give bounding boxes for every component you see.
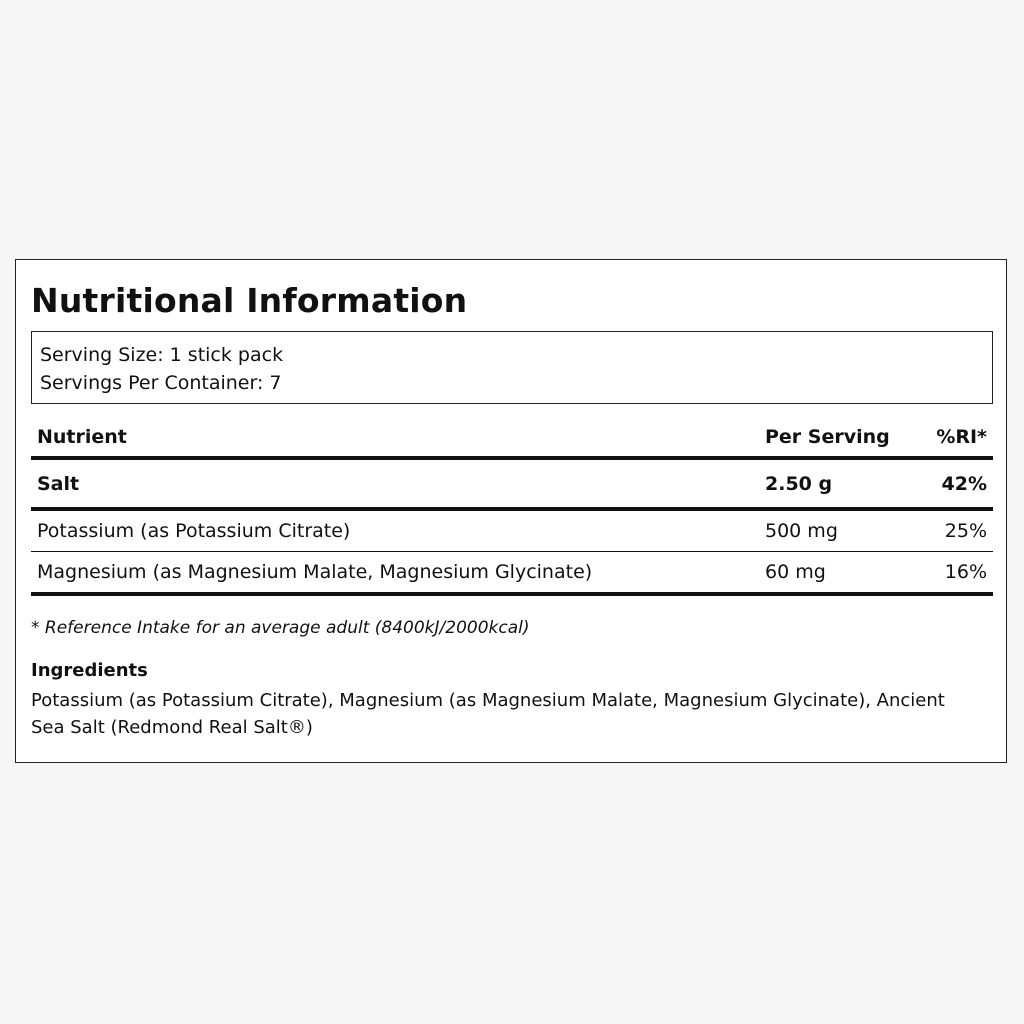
header-per-serving: Per Serving [759, 418, 911, 458]
nutrient-ri: 42% [911, 458, 993, 509]
serving-size: Serving Size: 1 stick pack [40, 344, 284, 366]
reference-intake-footnote: * Reference Intake for an average adult (8400kJ/2000kcal) [31, 618, 530, 638]
nutrient-name: Potassium (as Potassium Citrate) [31, 509, 759, 552]
nutrient-per-serving: 2.50 g [759, 458, 911, 509]
header-nutrient: Nutrient [31, 418, 759, 458]
nutrition-table [31, 418, 993, 596]
nutrient-per-serving: 60 mg [759, 552, 911, 595]
table-header-row [31, 418, 993, 458]
table-row [31, 552, 993, 595]
table-row [31, 458, 993, 509]
nutrient-per-serving: 500 mg [759, 509, 911, 552]
ingredients-list: Potassium (as Potassium Citrate), Magnesium (as Magnesium Malate, Magnesium Glycinate), Ancient Sea Salt (Redmond Real Salt®) [31, 690, 945, 738]
table-row [31, 509, 993, 552]
ingredients-heading: Ingredients [31, 660, 148, 681]
nutrient-name: Magnesium (as Magnesium Malate, Magnesium Glycinate) [31, 552, 759, 595]
servings-per-container: Servings Per Container: 7 [40, 372, 282, 394]
nutrient-ri: 16% [911, 552, 993, 595]
page-title: Nutritional Information [31, 281, 468, 320]
nutrition-panel [15, 259, 1007, 763]
nutrient-ri: 25% [911, 509, 993, 552]
nutrient-name: Salt [31, 458, 759, 509]
serving-info-box [31, 331, 993, 404]
header-ri: %RI* [911, 418, 993, 458]
